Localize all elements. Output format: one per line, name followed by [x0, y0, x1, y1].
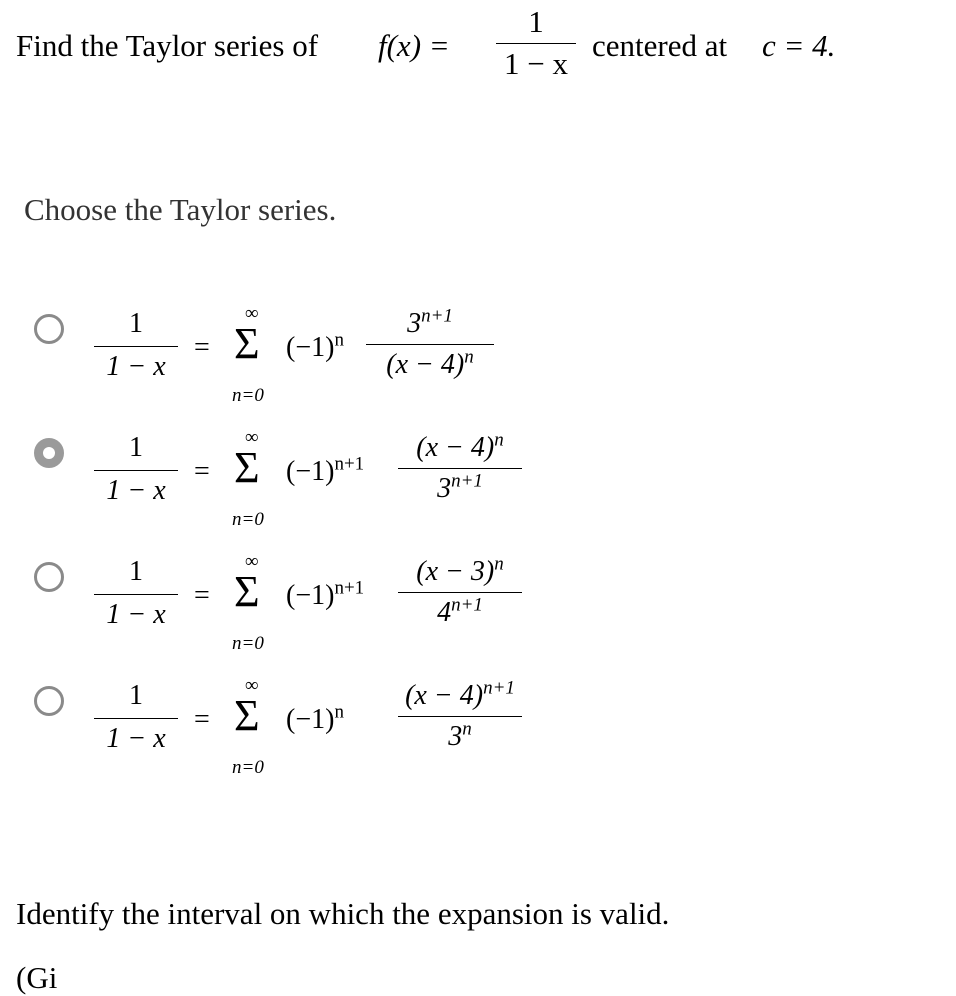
term-denominator [386, 345, 473, 379]
lhs-numerator: 1 [129, 432, 143, 463]
term-denominator [437, 469, 483, 503]
choose-prompt: Choose the Taylor series. [24, 192, 337, 227]
lhs-denominator: 1 − x [106, 723, 166, 754]
sign-term-base: (−1) [286, 456, 335, 487]
term-numerator-base: (x − 3) [416, 556, 495, 587]
term-denominator [437, 593, 483, 627]
term-numerator [416, 553, 504, 592]
question-fraction [496, 6, 576, 79]
sign-term-exponent: n+1 [334, 453, 365, 475]
term-denominator-base: 3 [437, 473, 452, 504]
radio-button[interactable] [34, 314, 64, 344]
radio-button[interactable] [34, 562, 64, 592]
sum-upper-limit: ∞ [245, 675, 259, 696]
term-denominator-base: 4 [437, 597, 452, 628]
term-denominator [448, 717, 472, 751]
sum-lower-limit: n=0 [232, 757, 264, 778]
sigma-symbol: Σ [234, 443, 260, 492]
question-fraction-denominator: 1 − x [504, 46, 568, 81]
option-row[interactable] [0, 427, 956, 544]
lhs-fraction [94, 310, 178, 381]
term-numerator-exponent: n [494, 429, 504, 451]
sum-lower-limit: n=0 [232, 509, 264, 530]
interval-prompt: Identify the interval on which the expansion is valid. [16, 896, 670, 931]
sum-lower-limit: n=0 [232, 385, 264, 406]
sigma-symbol: Σ [234, 319, 260, 368]
question-center: c = 4. [762, 28, 836, 63]
lhs-fraction [94, 682, 178, 753]
term-denominator-exponent: n [462, 718, 472, 740]
term-numerator-base: 3 [407, 308, 422, 339]
sign-term-base: (−1) [286, 580, 335, 611]
term-numerator-exponent: n [494, 553, 504, 575]
lhs-numerator: 1 [129, 308, 143, 339]
term-denominator-exponent: n [464, 346, 474, 368]
sign-term-base: (−1) [286, 704, 335, 735]
series-term-fraction [366, 305, 494, 380]
lhs-denominator: 1 − x [106, 475, 166, 506]
sign-term-exponent: n [334, 329, 344, 351]
term-numerator-base: (x − 4) [405, 680, 484, 711]
lhs-numerator: 1 [129, 556, 143, 587]
sum-upper-limit: ∞ [245, 427, 259, 448]
question-fraction-numerator: 1 [528, 4, 544, 39]
sign-term [286, 453, 365, 487]
sigma-symbol: Σ [234, 691, 260, 740]
equals-sign: = [194, 704, 210, 735]
question-function: f(x) = [378, 28, 450, 63]
equals-sign: = [194, 332, 210, 363]
sigma-symbol: Σ [234, 567, 260, 616]
sign-term [286, 701, 344, 735]
series-term-fraction [398, 429, 522, 504]
lhs-denominator: 1 − x [106, 351, 166, 382]
lhs-denominator: 1 − x [106, 599, 166, 630]
term-numerator [407, 305, 453, 344]
term-denominator-exponent: n+1 [451, 470, 483, 492]
cut-off-text-line [0, 960, 956, 995]
radio-button[interactable] [34, 438, 64, 468]
option-row[interactable] [0, 303, 956, 420]
sign-term-base: (−1) [286, 332, 335, 363]
term-denominator-base: (x − 4) [386, 349, 465, 380]
sum-upper-limit: ∞ [245, 303, 259, 324]
term-numerator-exponent: n+1 [483, 677, 515, 699]
option-row[interactable] [0, 675, 956, 792]
option-row[interactable] [0, 551, 956, 668]
sign-term [286, 329, 344, 363]
lhs-fraction [94, 558, 178, 629]
term-numerator-exponent: n+1 [421, 305, 453, 327]
equals-sign: = [194, 580, 210, 611]
sign-term-exponent: n+1 [334, 577, 365, 599]
sum-lower-limit: n=0 [232, 633, 264, 654]
sign-term-exponent: n [334, 701, 344, 723]
question-suffix: centered at [592, 28, 728, 63]
term-denominator-base: 3 [448, 721, 463, 752]
equals-sign: = [194, 456, 210, 487]
term-denominator-exponent: n+1 [451, 594, 483, 616]
term-numerator-base: (x − 4) [416, 432, 495, 463]
term-numerator [405, 677, 515, 716]
sign-term [286, 577, 365, 611]
lhs-fraction [94, 434, 178, 505]
radio-button[interactable] [34, 686, 64, 716]
cut-off-text: (Gi [16, 960, 58, 995]
series-term-fraction [398, 553, 522, 628]
series-term-fraction [398, 677, 522, 752]
lhs-numerator: 1 [129, 680, 143, 711]
sum-upper-limit: ∞ [245, 551, 259, 572]
question-prefix: Find the Taylor series of [16, 28, 319, 63]
term-numerator [416, 429, 504, 468]
